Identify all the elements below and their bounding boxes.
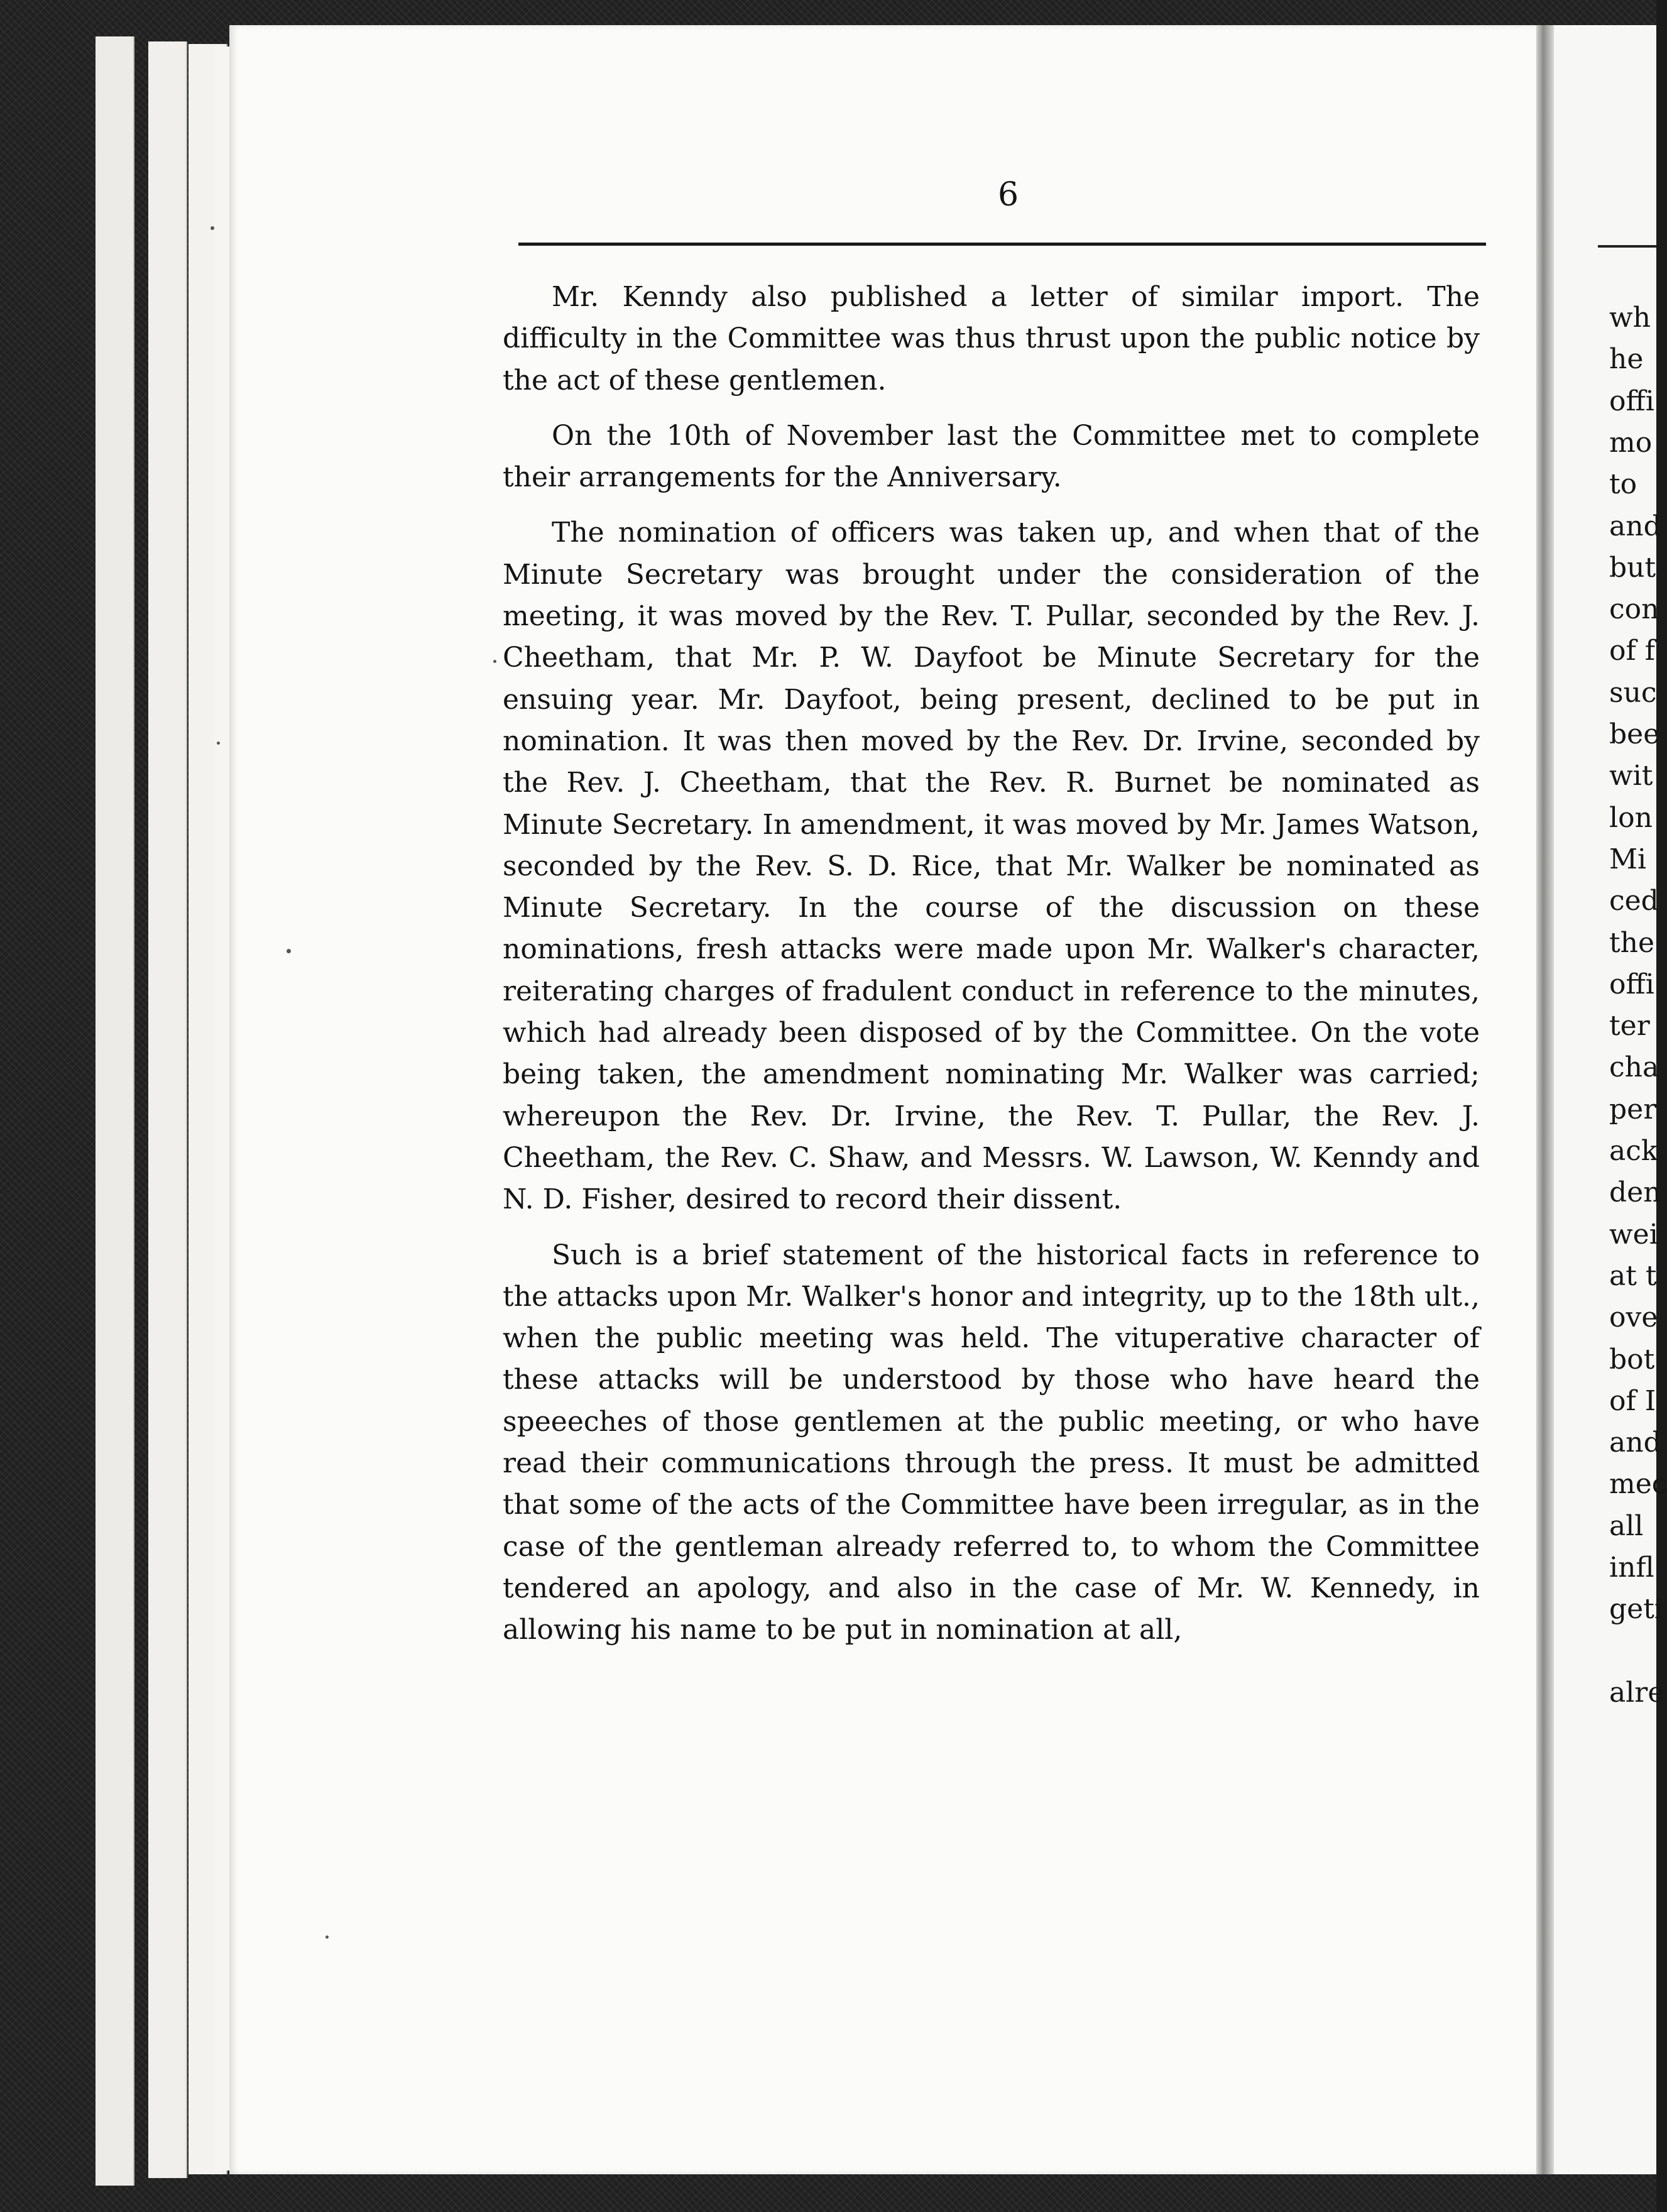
facing-page-line: to [1609, 468, 1637, 501]
facing-page-line: bot [1609, 1343, 1655, 1376]
facing-page-line: ced [1609, 885, 1659, 917]
page-edge [148, 41, 187, 2178]
facing-page-line: Mi [1609, 843, 1647, 875]
facing-page-line: ter [1609, 1010, 1650, 1043]
page-edge [96, 36, 134, 2186]
paragraph: Such is a brief statement of the historical facts in reference to the attacks upon Mr. Walker's honor and integrity, up to the 18th ult., when the public meeting was held. The vituperative character of these attacks will be understood by those who have heard the speeeches of those gentlemen at the public meeting, or who have read their communications through the press. It must be admitted that some of the acts of the Committee have been irregular, as in the case of the gentleman already referred to, to whom the Committee tendered an apology, and also in the case of Mr. W. Kennedy, in allowing his name to be put in nomination at all, [503, 1239, 1480, 1646]
facing-page-line: all [1609, 1509, 1644, 1542]
facing-page-line: infl [1609, 1552, 1654, 1584]
facing-page-line: offi [1609, 385, 1654, 417]
scan-speck [493, 660, 496, 663]
facing-page-line: alre [1609, 1676, 1664, 1709]
facing-page-rule [1598, 245, 1656, 248]
paragraph: On the 10th of November last the Committee met to complete their arrangements for the Anniversary. [503, 419, 1480, 494]
scan-speck [287, 949, 291, 953]
facing-page-line: wei [1609, 1218, 1658, 1251]
paragraph: The nomination of officers was taken up, and when that of the Minute Secretary was brought under the consideration of the meeting, it was moved by the Rev. T. Pullar, seconded by the Rev. J. Cheetham, that Mr. P. W. Dayfoot be Minute Secretary for the ensuing year. Mr. Dayfoot, being present, declined to be put in nomination. It was then moved by the Rev. Dr. Irvine, seconded by the Rev. J. Cheetham, that the Rev. R. Burnet be nominated as Minute Secretary. In amendment, it was moved by Mr. James Watson, seconded by the Rev. S. D. Rice, that Mr. Walker be nominated as Minute Secretary. In the course of the discussion on these nominations, fresh attacks were made upon Mr. Walker's character, reiterating charges of fradulent conduct in reference to the minutes, which had already been disposed of by the Committee. On the vote being taken, the amendment nominating Mr. Walker was carried; whereupon the Rev. Dr. Irvine, the Rev. T. Pullar, the Rev. J. Cheetham, the Rev. C. Shaw, and Messrs. W. Lawson, W. Kenndy and N. D. Fisher, desired to record their dissent. [503, 517, 1480, 1216]
facing-page-line: wit [1609, 760, 1653, 792]
facing-page-line: he [1609, 343, 1644, 376]
scan-speck [210, 226, 214, 230]
facing-page-line: con [1609, 593, 1659, 626]
facing-page-line: suc [1609, 676, 1657, 709]
facing-page-line: of f [1609, 635, 1656, 667]
facing-page-line: offi [1609, 968, 1654, 1000]
facing-page-line: of I [1609, 1384, 1656, 1417]
facing-page-line: ove [1609, 1301, 1658, 1334]
facing-page-line: den [1609, 1176, 1661, 1209]
scan-speck [217, 742, 220, 745]
book-gutter [1536, 25, 1554, 2174]
facing-page-line: ack [1609, 1135, 1658, 1167]
facing-page-line: cha [1609, 1051, 1659, 1084]
scan-speck [325, 1936, 329, 1939]
header-rule [518, 243, 1486, 246]
facing-page-line: the [1609, 926, 1655, 959]
paragraph: Mr. Kenndy also published a letter of similar import. The difficulty in the Committee was thus thrust upon the public notice by the act of these gentlemen. [503, 281, 1480, 397]
facing-page-line: per [1609, 1093, 1657, 1125]
page-number: 6 [998, 176, 1019, 214]
body-text [503, 276, 1480, 1651]
facing-page-line: and [1609, 510, 1661, 542]
facing-page-line: but [1609, 551, 1656, 584]
facing-page-line: bee [1609, 718, 1660, 750]
facing-page-line: mo [1609, 426, 1653, 459]
facing-page [1554, 25, 1667, 2174]
facing-page-line: lon [1609, 801, 1653, 834]
facing-page-line: mec [1609, 1468, 1667, 1501]
facing-page-line: wh [1609, 302, 1651, 334]
facing-page-line: at t [1609, 1259, 1657, 1292]
facing-page-line: geti [1609, 1593, 1663, 1626]
facing-page-line: and [1609, 1426, 1661, 1459]
